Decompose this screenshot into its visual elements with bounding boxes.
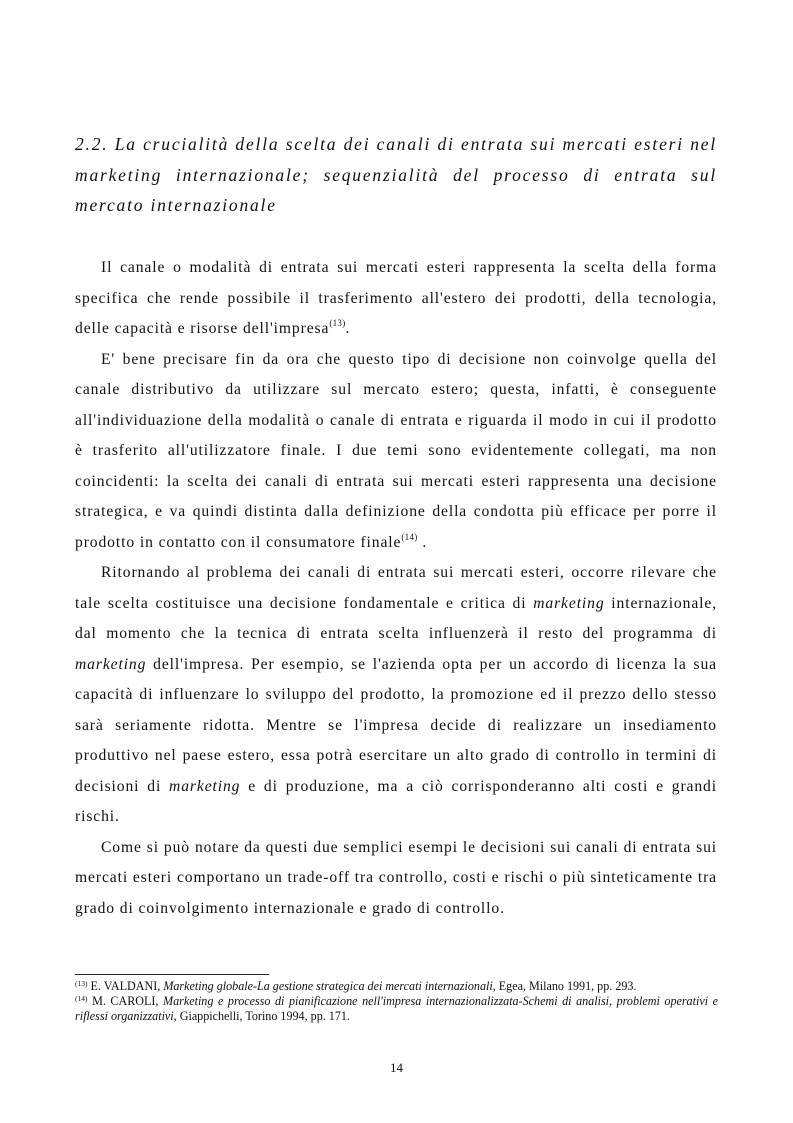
body-text bbox=[75, 253, 717, 924]
footnote-reference: (13) bbox=[329, 318, 346, 328]
footnote-text: E. VALDANI, Marketing globale-La gestione strategica dei mercati internazionali, Egea, Milano 1991, pp. 293. bbox=[87, 979, 637, 993]
footnote-separator bbox=[75, 974, 269, 975]
footnote bbox=[75, 994, 718, 1024]
footnotes bbox=[75, 979, 718, 1025]
paragraph: E' bene precisare fin da ora che questo tipo di decisione non coinvolge quella del canale distributivo da utilizzare sul mercato estero; questa, infatti, è conseguente all'individuazione della modalità o canale di entrata e riguarda il modo in cui il prodotto è trasferito all'utilizzatore finale. I due temi sono evidentemente collegati, ma non coincidenti: la scelta dei canali di entrata sui mercati esteri rappresenta una decisione strategica, e va quindi distinta dalla definizione della condotta più efficace per porre il prodotto in contatto con il consumatore finale$^{(14)}$ . bbox=[75, 350, 717, 551]
footnote-text: M. CAROLI, Marketing e processo di pianificazione nell'impresa internazionalizzata-Schemi di analisi, problemi operativi e riflessi organizzativi, Giappichelli, Torino 1994, pp. 171. bbox=[75, 994, 718, 1024]
italic-term: marketing bbox=[533, 594, 605, 612]
footnote bbox=[75, 979, 718, 994]
section-heading: 2.2. La crucialità della scelta dei canali di entrata sui mercati esteri nel marketing internazionale; sequenzialità del processo di entrata sul mercato internazionale bbox=[75, 134, 717, 215]
paragraph: Ritornando al problema dei canali di entrata sui mercati esteri, occorre rilevare che tale scelta costituisce una decisione fondamentale e critica di marketing internazionale, dal momento che la tecnica di entrata scelta influenzerà il resto del programma di marketing dell'impresa. Per esempio, se l'azienda opta per un accordo di licenza la sua capacità di influenzare lo sviluppo del prodotto, la promozione ed il prezzo dello stesso sarà seriamente ridotta. Mentre se l'impresa decide di realizzare un insediamento produttivo nel paese estero, essa potrà esercitare un alto grado di controllo in termini di decisioni di marketing e di produzione, ma a ciò corrisponderanno alti costi e grandi rischi. bbox=[75, 564, 717, 825]
footnote-reference: (14) bbox=[401, 531, 418, 542]
paragraph: Il canale o modalità di entrata sui mercati esteri rappresenta la scelta della forma specifica che rende possibile il trasferimento all'estero dei prodotti, della tecnologia, delle capacità e risorse dell'impresa$^{(13)}$. bbox=[75, 259, 717, 337]
footnote-marker: (13) bbox=[75, 979, 88, 988]
italic-term: Marketing globale-La gestione strategica dei mercati internazionali bbox=[163, 979, 493, 993]
footnote-marker: (14) bbox=[75, 994, 88, 1004]
italic-term: marketing bbox=[169, 777, 241, 795]
italic-term: Marketing e processo di pianificazione nell'impresa internazionalizzata-Schemi di analisi, problemi operativi e riflessi organizzativi bbox=[75, 994, 718, 1024]
italic-term: marketing bbox=[75, 655, 147, 673]
paragraph: Come si può notare da questi due semplici esempi le decisioni sui canali di entrata sui mercati esteri comportano un trade-off tra controllo, costi e rischi o più sinteticamente tra grado di coinvolgimento internazionale e grado di controllo. bbox=[75, 838, 717, 917]
page-number: 14 bbox=[390, 1060, 403, 1075]
